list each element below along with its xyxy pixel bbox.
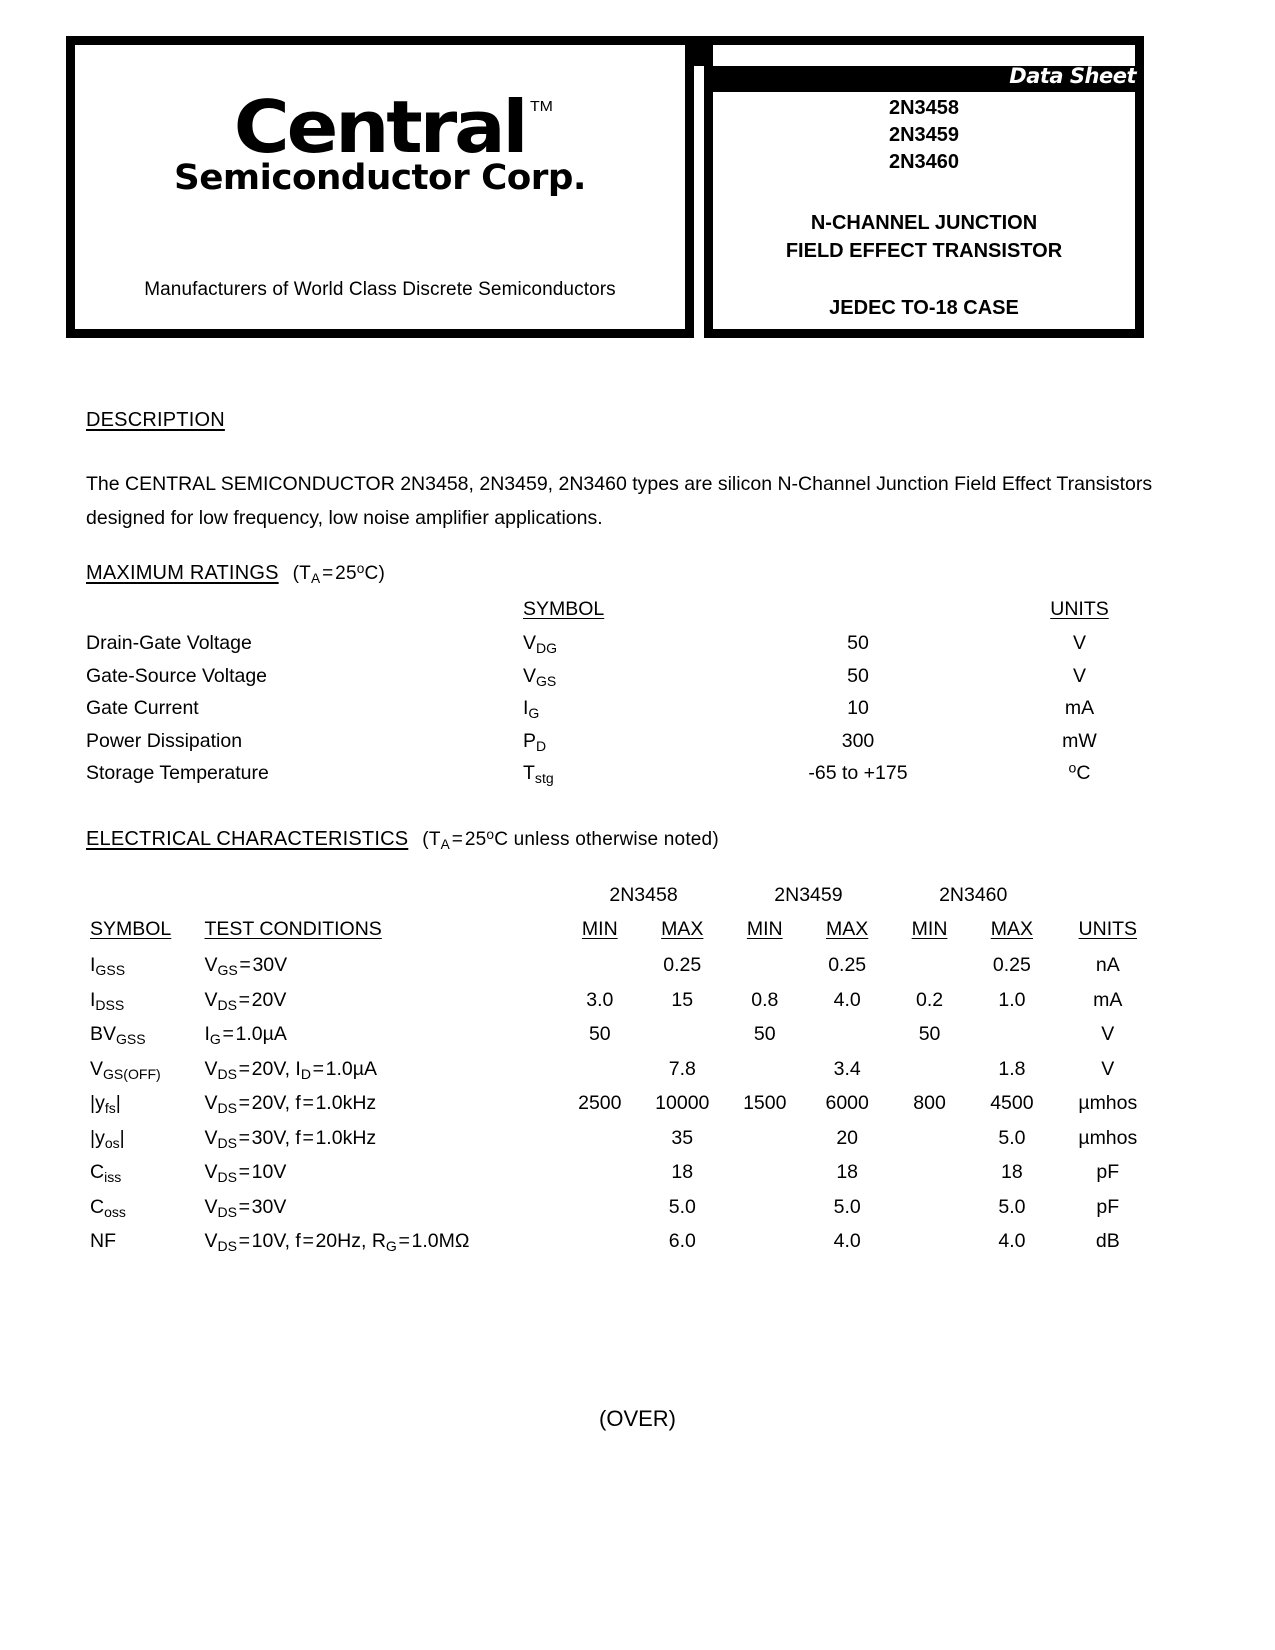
ec-min-2 [726,1058,803,1093]
col-value-header [713,598,1003,632]
maximum-ratings-table [86,598,1156,795]
ec-symbol: $C_{oss}$ [90,1195,126,1220]
rating-parameter: Storage Temperature [86,762,269,784]
ec-min-3 [891,1058,968,1093]
rating-parameter: Power Dissipation [86,729,243,752]
electrical-characteristics-label: ELECTRICAL CHARACTERISTICS [86,828,409,850]
rating-parameter: Drain-Gate Voltage [86,632,252,654]
ec-units: pF [1096,1161,1120,1183]
ec-symbol: $|y_{fs}|$ [90,1092,121,1116]
ec-max-3: 0.25 [992,954,1031,976]
ec-min-3: 800 [913,1092,946,1114]
maximum-ratings-body [86,632,1156,795]
device-header-3: 2N3460 [939,884,1008,906]
electrical-characteristics-table [90,884,1160,1265]
table-row [90,989,1160,1024]
device-row-spacer-3 [1056,884,1160,918]
ec-min-1 [561,1058,638,1093]
device-type [713,210,1135,265]
rating-symbol: $V_{DG}$ [523,632,558,656]
table-header-row [86,598,1156,632]
ec-test-conditions: $I_G$ = 1.0µA [204,1023,287,1047]
rating-symbol: $V_{GS}$ [523,664,557,689]
part-number-2: 2N3459 [888,124,960,146]
col-units-header: UNITS [1078,918,1138,940]
ec-test-conditions: $V_{DS}$ = 20V, f = 1.0kHz [204,1092,377,1116]
ec-symbol: $BV_{GSS}$ [90,1023,146,1047]
rating-value: 10 [847,697,869,719]
ec-min-1: 2500 [578,1092,622,1114]
ec-max-3: 1.8 [998,1057,1026,1080]
ec-max-3 [968,1023,1055,1058]
ec-test-conditions: $V_{DS}$ = 30V [204,1195,287,1220]
ec-test-conditions: $V_{DS}$ = 10V, f = 20Hz, $R_G$ = 1.0MΩ [204,1230,470,1254]
device-row-spacer-2 [205,884,562,918]
ec-max-2: 3.4 [833,1057,861,1080]
ec-min-3: 50 [918,1023,941,1045]
table-row [90,1092,1160,1127]
part-number-1: 2N3458 [888,97,960,119]
ec-max-1 [639,1023,727,1058]
ec-units: mA [1093,988,1123,1011]
ec-symbol: $I_{GSS}$ [90,954,126,978]
ec-min-3 [891,1196,968,1231]
ec-symbol: NF [90,1230,116,1252]
ec-max-3: 18 [1001,1161,1023,1183]
logo-text-central: Central [234,85,526,169]
ec-min-2 [726,1196,803,1231]
ec-test-conditions: $V_{GS}$ = 30V [204,954,288,978]
device-row-spacer-1 [90,884,205,918]
ec-max-1: 15 [671,988,694,1011]
case-style: JEDEC TO-18 CASE [829,297,1019,320]
col-min-header-1: MIN [581,918,618,940]
rating-value: 50 [847,664,869,687]
data-sheet-label: Data Sheet [1009,66,1136,88]
table-row [86,665,1156,698]
ec-max-1: 10000 [655,1092,710,1114]
trademark-icon: TM [530,98,554,115]
rating-units: V [1072,664,1086,687]
page-header [66,36,1144,338]
table-row [90,954,1160,989]
ec-max-1: 0.25 [663,954,702,976]
col-min-header-2: MIN [746,918,783,940]
table-row [90,1230,1160,1265]
ec-max-3: 4500 [990,1092,1034,1114]
ec-max-2: 4.0 [833,1230,861,1252]
electrical-characteristics-heading [86,828,719,851]
rating-value: 300 [841,729,875,752]
ec-min-2: 50 [753,1023,776,1045]
rating-symbol: $T_{stg}$ [523,762,554,786]
col-symbol-header: SYMBOL [90,918,172,940]
ec-min-3 [891,1161,968,1196]
ec-units: dB [1095,1230,1120,1252]
rating-value: 50 [847,632,869,654]
ec-units: nA [1095,954,1120,976]
company-logo [75,85,685,198]
ec-min-3 [891,1127,968,1162]
ec-min-1 [561,1230,638,1265]
col-test-conditions-header: TEST CONDITIONS [204,918,382,940]
rating-parameter: Gate Current [86,697,199,719]
ec-min-1 [561,954,638,989]
table-row [86,762,1156,795]
ec-units: V [1101,1057,1115,1080]
ec-min-3 [891,954,968,989]
table-row [90,1196,1160,1231]
ec-symbol: $I_{DSS}$ [90,988,125,1013]
device-header-2: 2N3459 [774,884,843,906]
ec-symbol: $C_{iss}$ [90,1161,122,1185]
rating-symbol: $P_D$ [523,729,547,754]
ec-min-1 [561,1127,638,1162]
ec-table-head [90,884,1160,954]
ec-min-2 [726,1230,803,1265]
table-row [86,730,1156,763]
ec-min-2: 0.8 [751,988,779,1011]
ec-max-1: 35 [671,1126,694,1149]
data-sheet-banner [704,66,1144,92]
ec-units: pF [1096,1195,1120,1218]
description-heading: DESCRIPTION [86,409,225,431]
electrical-characteristics-section [90,884,1160,1265]
device-type-line-2: FIELD EFFECT TRANSISTOR [785,239,1063,262]
ec-min-3 [891,1230,968,1265]
logo-wordmark-main [234,85,554,169]
ec-min-1: 3.0 [586,988,614,1011]
company-tagline: Manufacturers of World Class Discrete Semiconductors [144,279,616,300]
rating-parameter: Gate-Source Voltage [86,664,268,687]
rating-value: -65 to +175 [808,762,908,784]
ec-units: µmhos [1078,1126,1138,1149]
ec-max-1: 7.8 [668,1057,696,1080]
col-units-header: UNITS [1050,598,1109,620]
ec-min-2 [726,1161,803,1196]
maximum-ratings-heading [86,562,385,585]
ec-table-body [90,954,1160,1265]
rating-units: $^o$C [1068,759,1091,784]
ec-symbol: $|y_{os}|$ [90,1126,125,1151]
ec-min-2 [726,954,803,989]
device-type-line-1: N-CHANNEL JUNCTION [810,212,1038,234]
part-number-list [713,95,1135,176]
ec-max-1: 5.0 [668,1195,696,1218]
rating-units: mW [1062,729,1097,752]
ec-test-conditions: $V_{DS}$ = 20V, $I_D$ = 1.0µA [204,1057,377,1082]
ec-min-1: 50 [588,1023,611,1045]
over-label: (OVER) [599,1406,676,1431]
maximum-ratings-condition: ($T_A$ = $25^oC$) [292,560,385,586]
logo-wordmark-sub: Semiconductor Corp. [174,157,586,198]
col-max-header-3: MAX [990,918,1034,940]
ec-max-2: 0.25 [828,954,867,976]
device-header-1: 2N3458 [609,884,678,906]
ec-max-2 [804,1023,891,1058]
ec-min-1 [561,1196,638,1231]
rating-units: mA [1064,697,1095,719]
ec-max-3: 4.0 [998,1230,1026,1252]
table-row [90,1058,1160,1093]
ec-max-2: 20 [836,1126,859,1149]
ec-max-1: 6.0 [668,1230,696,1252]
ec-min-2 [726,1127,803,1162]
ec-max-3: 1.0 [998,988,1026,1011]
ec-max-3: 5.0 [998,1126,1026,1149]
rating-units: V [1072,632,1086,654]
table-row [90,1127,1160,1162]
ec-max-2: 18 [836,1161,859,1183]
ec-units: µmhos [1078,1092,1138,1114]
ec-min-3: 0.2 [915,988,944,1011]
maximum-ratings-label: MAXIMUM RATINGS [86,562,279,584]
col-max-header-2: MAX [826,918,869,940]
table-row [90,1161,1160,1196]
ec-units: V [1101,1023,1115,1045]
ec-test-conditions: $V_{DS}$ = 10V [204,1161,287,1185]
ec-test-conditions: $V_{DS}$ = 30V, f = 1.0kHz [204,1126,377,1151]
device-header-row [90,884,1160,918]
ec-max-1: 18 [671,1161,694,1183]
maximum-ratings-head [86,598,1156,632]
electrical-characteristics-condition: ($T_A$ = $25^oC$ unless otherwise noted) [422,826,719,852]
ec-max-2: 5.0 [833,1195,861,1218]
table-row [90,1023,1160,1058]
col-parameter-header [86,598,501,632]
ec-min-2: 1500 [743,1092,787,1114]
ec-test-conditions: $V_{DS}$ = 20V [204,988,287,1013]
ec-max-2: 6000 [825,1092,869,1114]
col-symbol-header: SYMBOL [523,598,605,620]
description-paragraph: The CENTRAL SEMICONDUCTOR 2N3458, 2N3459, 2N3460 types are silicon N-Channel Junction Field Effect Transistors designed for low frequency, low noise amplifier applications. [86,473,1153,529]
logo-panel [66,36,694,338]
rating-symbol: $I_G$ [523,697,540,721]
ec-max-3: 5.0 [998,1195,1026,1218]
ec-symbol: $V_{GS(OFF)}$ [90,1057,161,1082]
table-row [86,697,1156,730]
ec-min-1 [561,1161,638,1196]
col-min-header-3: MIN [911,918,948,940]
column-header-row [90,918,1160,954]
table-row [86,632,1156,665]
ec-max-2: 4.0 [833,988,861,1011]
col-max-header-1: MAX [661,918,704,940]
part-number-3: 2N3460 [888,151,960,173]
